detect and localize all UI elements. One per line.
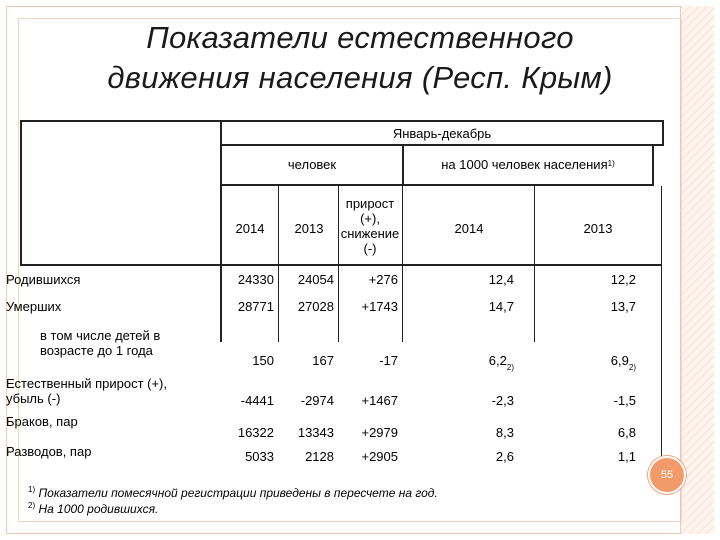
cell-2014-text: 5033	[245, 449, 274, 464]
header-divider-units	[220, 184, 654, 186]
cell-rate-2014-text: -2,3	[491, 393, 514, 408]
header-change: прирост (+), снижение (-)	[340, 196, 400, 256]
header-rate-2013: 2013	[583, 220, 613, 236]
cell-2013	[280, 292, 334, 320]
cell-rate-2013-text: 6,8	[617, 425, 636, 440]
cell-2014-text: 150	[252, 353, 274, 368]
cell-rate-2014	[404, 374, 514, 412]
cell-rate-2014	[404, 442, 514, 466]
cell-rate-2014-text: 6,2	[488, 353, 507, 368]
footnotes	[28, 485, 438, 517]
column-divider-2014	[278, 186, 279, 342]
page-number-badge: 55	[648, 456, 686, 494]
row-label-text: Разводов, пар	[6, 444, 92, 459]
cell-2014	[222, 442, 274, 466]
cell-rate-2013	[536, 412, 636, 442]
cell-change-text: +276	[368, 271, 398, 287]
header-per1000: на 1000 человек населения 1)	[441, 156, 615, 172]
row-label	[40, 322, 215, 374]
cell-2013-text: 27028	[297, 298, 334, 314]
table-border-right-bottom	[661, 266, 662, 466]
cell-change-text: +2905	[361, 449, 398, 464]
row-label-text: Родившихся	[6, 271, 81, 287]
cell-rate-2014-text: 2,6	[495, 449, 514, 464]
row-label	[6, 292, 196, 320]
cell-2013-text: 167	[312, 353, 334, 368]
cell-2013	[280, 442, 334, 466]
cell-2014-text: 24330	[237, 271, 274, 287]
slide-side-band	[680, 6, 714, 534]
cell-2014	[222, 292, 274, 320]
cell-2014	[222, 322, 274, 374]
cell-2013	[280, 412, 334, 442]
cell-rate-2013	[536, 292, 636, 320]
cell-change-text: +1743	[361, 298, 398, 314]
cell-rate-2014	[404, 292, 514, 320]
cell-rate-2014	[404, 266, 514, 292]
footnote-1-text: Показатели помесячной регистрации приведены в пересчете на год.	[38, 486, 438, 500]
column-divider-rate-2014	[534, 186, 535, 342]
table-border-left	[20, 120, 22, 264]
cell-rate-2014-text: 14,7	[488, 298, 514, 314]
cell-2013	[280, 374, 334, 412]
cell-2014-text: -4441	[240, 393, 274, 408]
cell-2014	[222, 412, 274, 442]
header-year-2013: 2013	[294, 220, 324, 236]
header-per1000-text: на 1000 человек населения	[441, 156, 608, 172]
footnote-1	[28, 485, 438, 501]
row-label	[6, 266, 196, 292]
header-period: Январь-декабрь	[392, 125, 492, 141]
row-label-text: Браков, пар	[6, 414, 78, 429]
cell-rate-2013	[536, 374, 636, 412]
row-label	[6, 442, 196, 466]
cell-rate-2014-text: 12,4	[488, 271, 514, 287]
table-border-right-top	[662, 120, 664, 146]
slide-title	[40, 18, 680, 98]
cell-change	[342, 292, 398, 320]
footnote-2-mark: 2)	[28, 501, 36, 510]
cell-2014-text: 16322	[237, 425, 274, 440]
cell-2013-text: -2974	[300, 393, 334, 408]
cell-change-text: -17	[379, 353, 398, 368]
cell-2014	[222, 374, 274, 412]
cell-2013	[280, 322, 334, 374]
cell-2013-text: 13343	[297, 425, 334, 440]
table-border-right-low	[661, 186, 662, 266]
cell-2014-text: 28771	[237, 298, 274, 314]
cell-rate-2013	[536, 266, 636, 292]
title-line-2: движения населения (Респ. Крым)	[107, 60, 613, 95]
cell-rate-2013-text: 13,7	[610, 298, 636, 314]
cell-change-text: +2979	[361, 425, 398, 440]
cell-2013	[280, 266, 334, 292]
cell-change	[342, 412, 398, 442]
row-label	[6, 412, 196, 442]
row-label-text: Естественный прирост (+), убыль (-)	[6, 376, 168, 406]
table-border-right-mid	[652, 146, 654, 186]
cell-2013-text: 2128	[305, 449, 334, 464]
cell-rate-2013-text: 12,2	[610, 271, 636, 287]
footnote-2-text: На 1000 родившихся.	[38, 502, 159, 516]
footnote-2	[28, 501, 438, 517]
footnote-1-mark: 1)	[28, 485, 36, 494]
cell-2013-text: 24054	[297, 271, 334, 287]
cell-change-text: +1467	[361, 393, 398, 408]
header-year-2014: 2014	[235, 220, 265, 236]
cell-change	[342, 266, 398, 292]
row-label-text: Умерших	[6, 298, 62, 314]
cell-2014	[222, 266, 274, 292]
cell-rate-2014	[404, 412, 514, 442]
cell-change	[342, 442, 398, 466]
row-label	[6, 374, 196, 412]
cell-rate-2014-text: 8,3	[495, 425, 514, 440]
row-label-text: в том числе детей в возрасте до 1 года	[40, 328, 161, 358]
header-persons: человек	[287, 156, 337, 172]
cell-rate-2013: 6,9 2)	[610, 353, 636, 372]
header-rate-2014: 2014	[454, 220, 484, 236]
column-divider-2013	[338, 186, 339, 342]
column-divider-change	[402, 186, 403, 342]
cell-rate-2013-text: 6,9	[610, 353, 629, 368]
cell-rate-2013-text: -1,5	[613, 393, 636, 408]
header-divider-period	[220, 144, 664, 146]
cell-rate-2013	[536, 442, 636, 466]
cell-rate-2013-text: 1,1	[617, 449, 636, 464]
cell-rate-2014: 6,2 2)	[488, 353, 514, 372]
title-line-1: Показатели естественного	[146, 20, 574, 55]
cell-change	[342, 374, 398, 412]
cell-change	[342, 322, 398, 374]
